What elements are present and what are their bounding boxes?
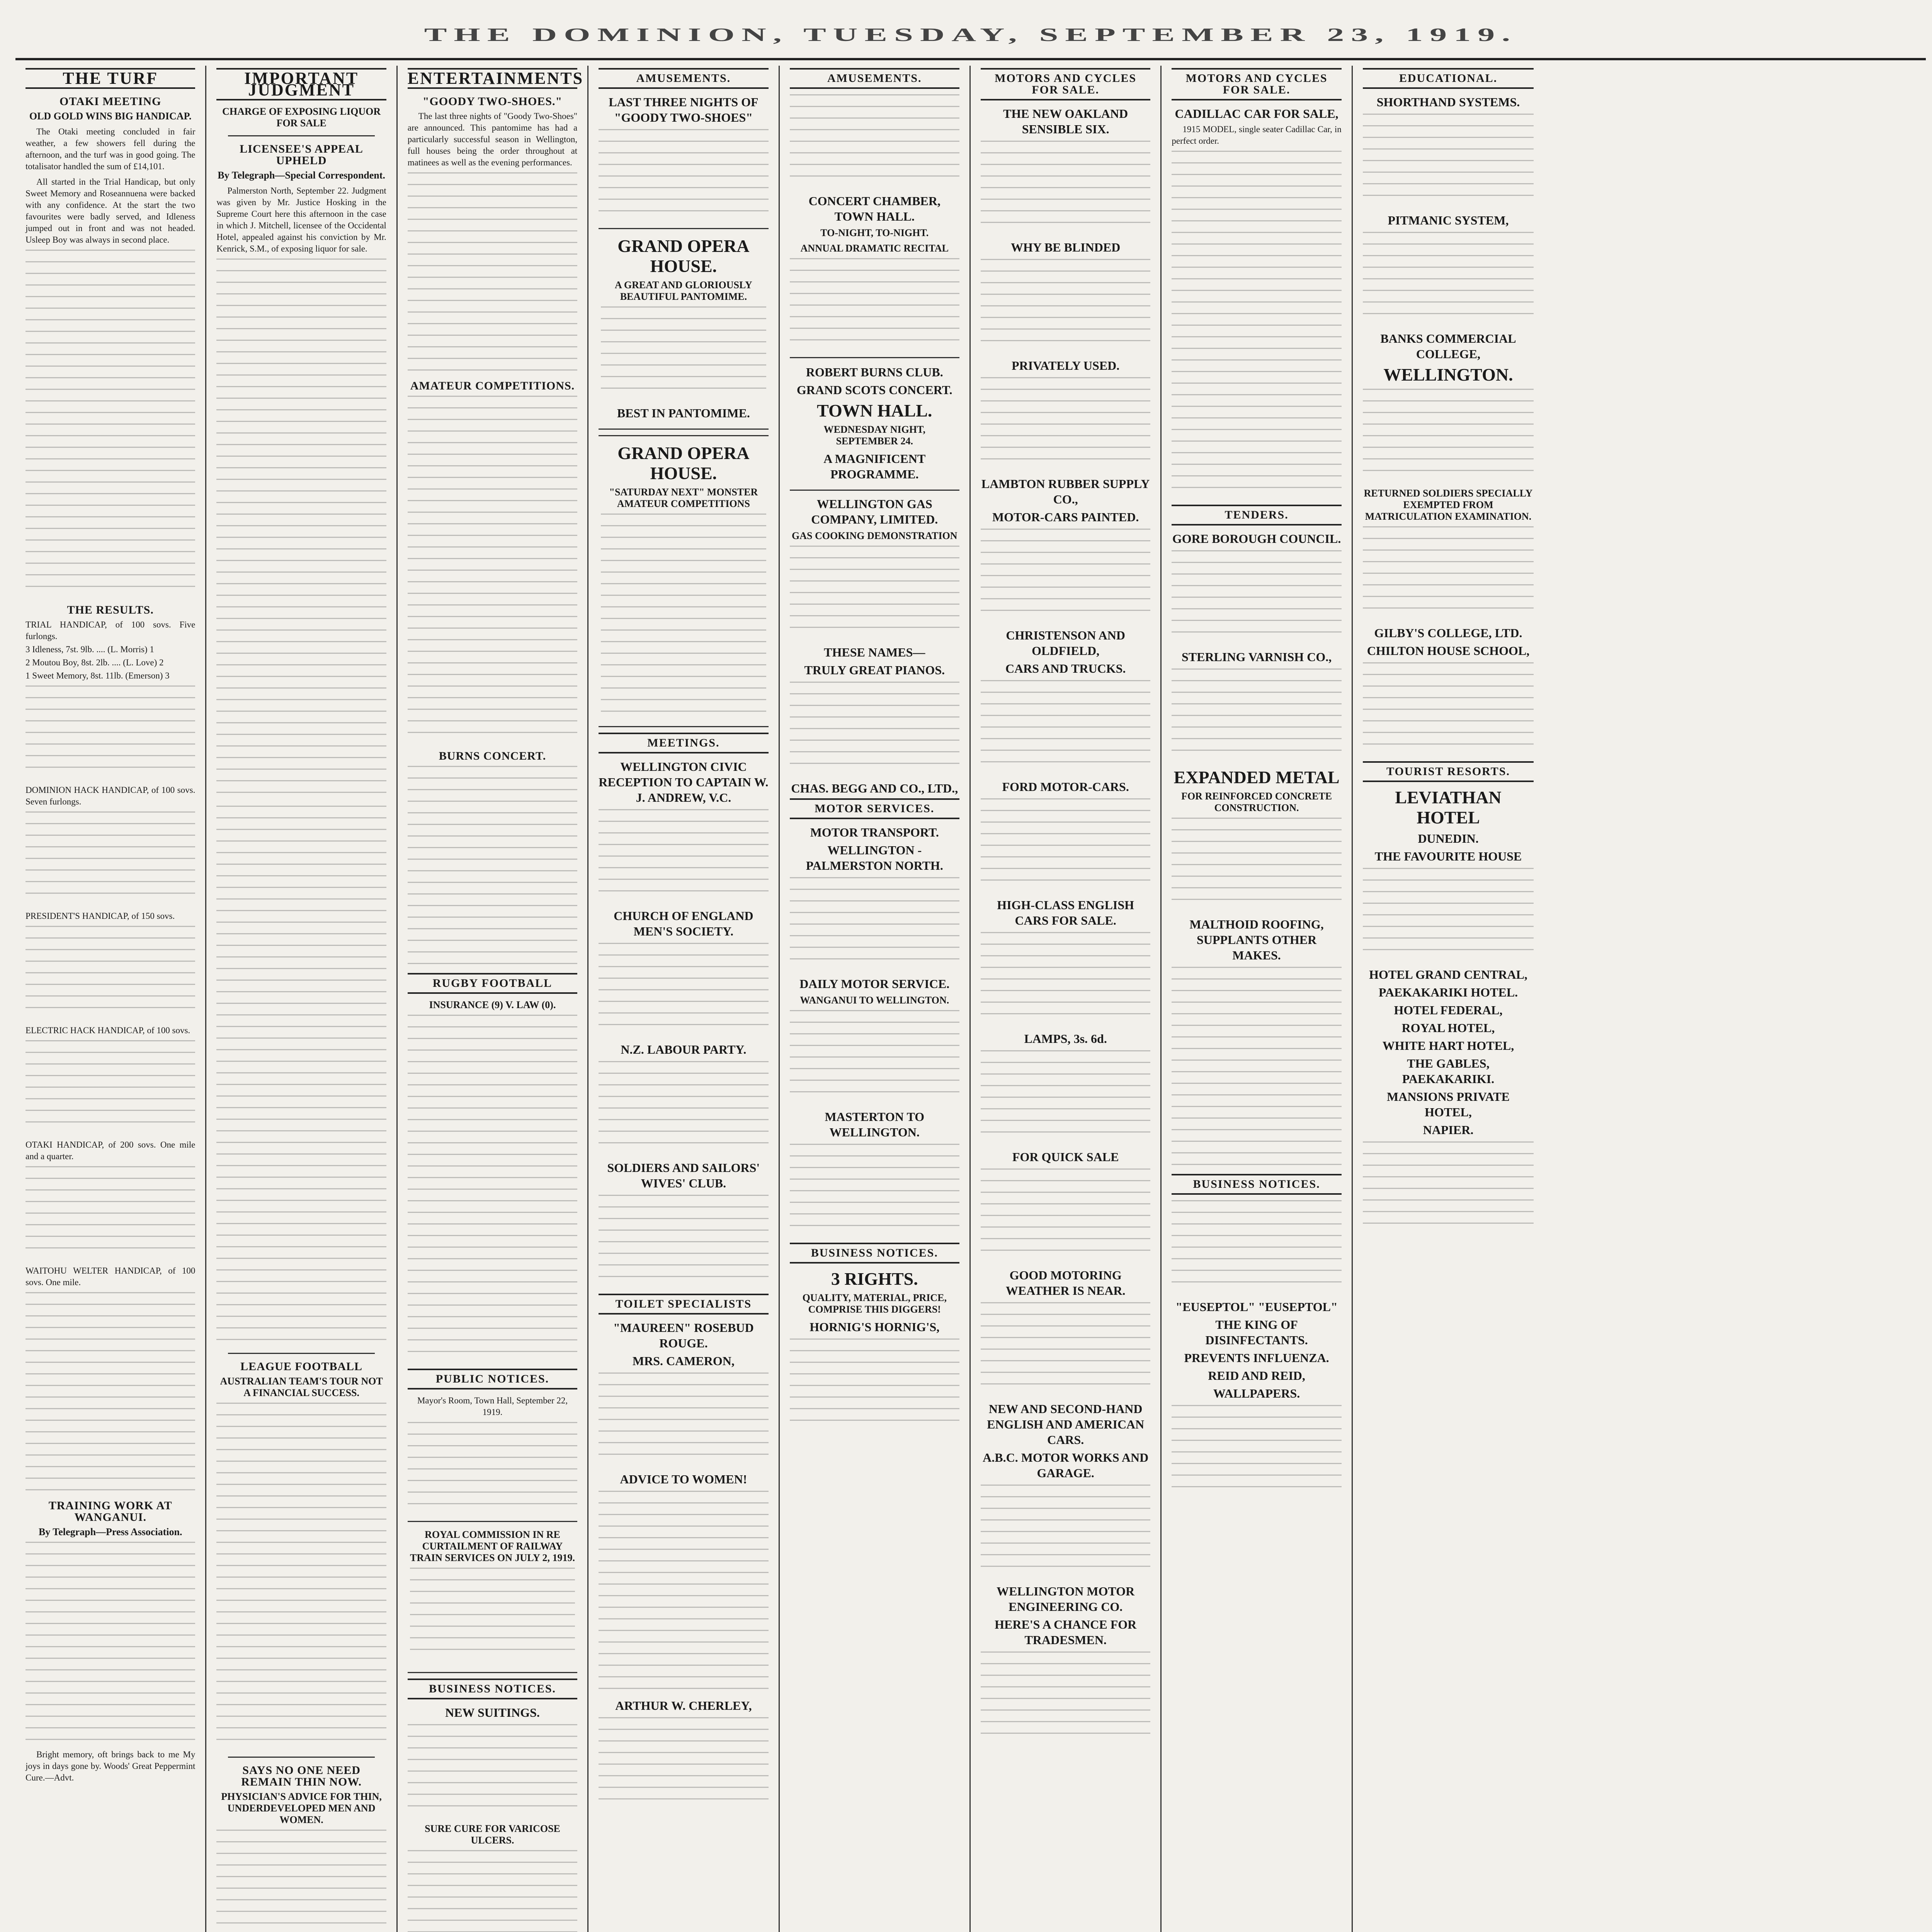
advertisement-title: WELLINGTON GAS COMPANY, LIMITED. xyxy=(811,497,938,526)
advertisement-title: DUNEDIN. xyxy=(1418,832,1479,845)
advertisement-title: MRS. CAMERON, xyxy=(632,1354,735,1368)
advertisement-title: DAILY MOTOR SERVICE. xyxy=(799,977,950,991)
article-subheading: AUSTRALIAN TEAM'S TOUR NOT A FINANCIAL SUCCESS. xyxy=(220,1376,383,1398)
column-motors-2 xyxy=(1162,66,1352,1932)
race-title: TRIAL HANDICAP, of 100 sovs. Five furlongs. xyxy=(26,620,196,641)
section-header: RUGBY FOOTBALL xyxy=(408,973,577,994)
results-heading: THE RESULTS. xyxy=(67,604,154,616)
text-block xyxy=(408,766,577,967)
text-block xyxy=(981,259,1150,352)
advertisement-title: LAMPS, 3s. 6d. xyxy=(1024,1032,1107,1046)
advertisement-title: LEVIATHAN HOTEL xyxy=(1395,787,1502,827)
text-block xyxy=(599,943,768,1036)
text-block xyxy=(216,1830,386,1932)
section-header: IMPORTANT JUDGMENT xyxy=(216,68,386,100)
section-header: AMUSEMENTS. xyxy=(790,68,959,89)
section-header: EDUCATIONAL. xyxy=(1363,68,1534,89)
text-block xyxy=(1363,1141,1534,1234)
article-paragraph: The Otaki meeting concluded in fair weather, a few showers fell during the afternoon, and the turf was in good going. The totalisator handled the sum of £14,101. xyxy=(26,127,196,171)
text-block xyxy=(26,926,195,1019)
column-judgment xyxy=(206,66,397,1932)
advertisement-title: SOLDIERS AND SAILORS' WIVES' CLUB. xyxy=(607,1161,760,1190)
advertisement-subtitle: A GREAT AND GLORIOUSLY BEAUTIFUL PANTOMIME. xyxy=(615,279,752,302)
advertisement-title: PITMANIC SYSTEM, xyxy=(1388,213,1509,227)
section-header: TOURIST RESORTS. xyxy=(1363,761,1534,782)
column-motors-1 xyxy=(971,66,1162,1932)
article-subheading: OLD GOLD WINS BIG HANDICAP. xyxy=(29,111,192,122)
advertisement-title: CHILTON HOUSE SCHOOL, xyxy=(1367,644,1530,658)
advertisement xyxy=(599,228,768,430)
text-block xyxy=(216,259,386,799)
section-header: AMUSEMENTS. xyxy=(599,68,768,89)
advertisement-text: 1915 MODEL, single seater Cadillac Car, in perfect order. xyxy=(1172,124,1342,146)
text-block xyxy=(26,685,195,778)
text-block xyxy=(1363,232,1534,325)
section-header: THE TURF xyxy=(26,68,195,89)
advertisement-title: CHURCH OF ENGLAND MEN'S SOCIETY. xyxy=(614,909,753,938)
advertisement-title: STERLING VARNISH CO., xyxy=(1181,650,1332,664)
text-block xyxy=(599,129,768,222)
article-heading: OTAKI MEETING xyxy=(60,95,162,108)
text-block xyxy=(408,172,577,373)
advertisement-title: PRIVATELY USED. xyxy=(1012,359,1120,372)
advertisement-subtitle: TO-NIGHT, TO-NIGHT. xyxy=(820,227,929,238)
text-block xyxy=(216,806,386,1347)
advertisement-title: MALTHOID ROOFING, SUPPLANTS OTHER MAKES. xyxy=(1189,917,1324,962)
advertisement-subtitle: ANNUAL DRAMATIC RECITAL xyxy=(800,243,949,254)
advertisement-title: LAMBTON RUBBER SUPPLY CO., xyxy=(981,477,1150,506)
section-header: MEETINGS. xyxy=(599,733,768,753)
advertisement-title: WELLINGTON MOTOR ENGINEERING CO. xyxy=(997,1584,1135,1614)
advertisement-title: HIGH-CLASS ENGLISH CARS FOR SALE. xyxy=(997,898,1134,927)
race-title: OTAKI HANDICAP, of 200 sovs. One mile and a quarter. xyxy=(26,1140,196,1161)
text-block xyxy=(790,1144,959,1236)
text-block xyxy=(790,682,959,774)
text-block xyxy=(601,514,766,714)
advertisement-title: WHITE HART HOTEL, xyxy=(1382,1039,1514,1053)
advertisement-title: HOTEL FEDERAL, xyxy=(1394,1003,1503,1017)
advertisement-title: ARTHUR W. CHERLEY, xyxy=(615,1699,752,1713)
advertisement-title: FORD MOTOR-CARS. xyxy=(1002,780,1129,794)
text-block xyxy=(599,1491,768,1692)
advertisement-title: THE KING OF DISINFECTANTS. xyxy=(1205,1318,1308,1347)
text-block xyxy=(790,877,959,970)
text-block xyxy=(981,1302,1150,1395)
advertisement-title: NAPIER. xyxy=(1423,1123,1474,1137)
advertisement-title: CONCERT CHAMBER, TOWN HALL. xyxy=(808,194,940,223)
text-block xyxy=(1172,818,1341,910)
text-block xyxy=(1172,550,1341,643)
race-result: 1 Sweet Memory, 8st. 11lb. (Emerson) 3 xyxy=(26,671,170,680)
advertisement-title: SHORTHAND SYSTEMS. xyxy=(1376,95,1520,109)
text-block xyxy=(599,1372,768,1465)
text-block xyxy=(1363,526,1534,619)
section-header: TOILET SPECIALISTS xyxy=(599,1294,768,1315)
race-title: WAITOHU WELTER HANDICAP, of 100 sovs. One mile. xyxy=(26,1266,196,1287)
advertisement-title: WHY BE BLINDED xyxy=(1011,240,1121,254)
advertisement-title: THE FAVOURITE HOUSE xyxy=(1374,849,1522,863)
article-heading: BURNS CONCERT. xyxy=(439,750,546,762)
text-block xyxy=(981,377,1150,470)
text-block xyxy=(790,1338,959,1431)
section-header: MOTOR SERVICES. xyxy=(790,798,959,819)
text-block xyxy=(26,811,195,904)
advertisement-title: WELLINGTON. xyxy=(1383,365,1513,384)
column-entertainments xyxy=(398,66,588,1932)
text-block xyxy=(981,932,1150,1025)
section-header: BUSINESS NOTICES. xyxy=(1172,1174,1341,1195)
text-block xyxy=(26,250,195,597)
race-title: DOMINION HACK HANDICAP, of 100 sovs. Seven furlongs. xyxy=(26,785,196,806)
race-title: PRESIDENT'S HANDICAP, of 150 sovs. xyxy=(26,911,175,921)
advertisement xyxy=(599,435,768,727)
text-block xyxy=(26,1166,195,1259)
race-result: 3 Idleness, 7st. 9lb. .... (L. Morris) 1 xyxy=(26,645,154,654)
article-heading: AMATEUR COMPETITIONS. xyxy=(410,379,575,392)
text-block xyxy=(408,1850,577,1932)
advertisement-title: ROYAL HOTEL, xyxy=(1401,1021,1495,1035)
advertisement-title: PREVENTS INFLUENZA. xyxy=(1184,1351,1329,1365)
advertisement-title: EXPANDED METAL xyxy=(1173,767,1340,787)
masthead xyxy=(15,12,1926,60)
text-block xyxy=(26,1542,195,1743)
advertisement-title: WALLPAPERS. xyxy=(1213,1386,1300,1400)
advertisement-title: GRAND OPERA HOUSE. xyxy=(617,443,750,483)
advertisement-title: HORNIG'S HORNIG'S, xyxy=(810,1320,940,1334)
advertisement-title: WELLINGTON - PALMERSTON NORTH. xyxy=(806,843,943,872)
advertisement-subtitle: RETURNED SOLDIERS SPECIALLY EXEMPTED FROM MATRICULATION EXAMINATION. xyxy=(1364,488,1533,522)
column-amusements-2 xyxy=(780,66,971,1932)
advertisement-title: MANSIONS PRIVATE HOTEL, xyxy=(1387,1090,1510,1119)
text-block xyxy=(1172,151,1341,498)
text-block xyxy=(26,1292,195,1493)
advertisement-title: TOWN HALL. xyxy=(817,401,932,420)
column-educational xyxy=(1353,66,1544,1932)
text-block xyxy=(981,141,1150,233)
advertisement-title: GOOD MOTORING WEATHER IS NEAR. xyxy=(1005,1268,1126,1298)
text-block xyxy=(216,1403,386,1750)
section-header: BUSINESS NOTICES. xyxy=(790,1243,959,1264)
column-turf xyxy=(15,66,206,1932)
race-result: 2 Moutou Boy, 8st. 2lb. .... (L. Love) 2 xyxy=(26,658,164,667)
text-block xyxy=(1363,389,1534,481)
advertisement-subtitle: FOR REINFORCED CONCRETE CONSTRUCTION. xyxy=(1181,791,1332,813)
advertisement-title: A MAGNIFICENT PROGRAMME. xyxy=(823,452,926,481)
text-block xyxy=(981,529,1150,621)
article-heading: LEAGUE FOOTBALL xyxy=(240,1360,363,1373)
advertisement-text: Bright memory, oft brings back to me My joys in days gone by. Woods' Great Peppermint Cure.—Advt. xyxy=(26,1750,196,1782)
advertisement-title: "MAUREEN" ROSEBUD ROUGE. xyxy=(613,1321,754,1350)
advertisement-title: BEST IN PANTOMIME. xyxy=(617,406,750,420)
advertisement-title: MASTERTON TO WELLINGTON. xyxy=(825,1110,925,1139)
text-block xyxy=(1172,668,1341,761)
text-block xyxy=(408,1422,577,1515)
column-amusements-1 xyxy=(588,66,779,1932)
advertisement-title: 3 RIGHTS. xyxy=(831,1269,918,1289)
text-block xyxy=(599,809,768,902)
advertisement xyxy=(790,357,959,491)
text-block xyxy=(1363,662,1534,755)
advertisement-title: FOR QUICK SALE xyxy=(1012,1150,1119,1164)
advertisement-subtitle: GAS COOKING DEMONSTRATION xyxy=(792,530,957,541)
article-subheading: INSURANCE (9) V. LAW (0). xyxy=(429,999,556,1010)
text-block xyxy=(1172,1405,1341,1498)
text-block xyxy=(1363,868,1534,961)
text-block xyxy=(408,1015,577,1362)
advertisement-title: THESE NAMES— xyxy=(824,645,925,659)
notice-box xyxy=(408,1521,577,1673)
text-block xyxy=(26,1040,195,1133)
advertisement-title: A.B.C. MOTOR WORKS AND GARAGE. xyxy=(983,1451,1149,1480)
advertisement-subtitle: WANGANUI TO WELLINGTON. xyxy=(800,995,949,1006)
text-block xyxy=(981,1168,1150,1261)
article-heading: TRAINING WORK AT WANGANUI. xyxy=(48,1499,172,1524)
text-block xyxy=(408,1724,577,1817)
advertisement-title: WELLINGTON CIVIC RECEPTION TO CAPTAIN W. J. ANDREW, V.C. xyxy=(599,760,769,804)
advertisement-title: MOTOR-CARS PAINTED. xyxy=(992,510,1139,524)
advertisement-title: MOTOR TRANSPORT. xyxy=(810,825,939,839)
section-header: TENDERS. xyxy=(1172,505,1341,526)
article-heading: SAYS NO ONE NEED REMAIN THIN NOW. xyxy=(241,1764,362,1788)
text-block xyxy=(599,1717,768,1810)
race-title: ELECTRIC HACK HANDICAP, of 100 sovs. xyxy=(26,1026,190,1035)
text-block xyxy=(981,1485,1150,1577)
columns xyxy=(15,66,1926,1932)
article-heading: "GOODY TWO-SHOES." xyxy=(422,95,563,108)
advertisement-title: N.Z. LABOUR PARTY. xyxy=(621,1043,747,1056)
text-block xyxy=(1172,1200,1341,1293)
advertisement-title: THE NEW OAKLAND SENSIBLE SIX. xyxy=(1003,107,1128,136)
text-block xyxy=(790,1010,959,1103)
notice-dateline: Mayor's Room, Town Hall, September 22, 1919. xyxy=(417,1396,568,1417)
article-subheading: PHYSICIAN'S ADVICE FOR THIN, UNDERDEVELOPED MEN AND WOMEN. xyxy=(221,1791,382,1825)
section-header: BUSINESS NOTICES. xyxy=(408,1679,577,1699)
advertisement-title: NEW AND SECOND-HAND ENGLISH AND AMERICAN CARS. xyxy=(987,1402,1145,1447)
text-block xyxy=(981,1651,1150,1744)
text-block xyxy=(790,94,959,187)
advertisement-title: BANKS COMMERCIAL COLLEGE, xyxy=(1380,332,1516,361)
advertisement-title: ADVICE TO WOMEN! xyxy=(620,1472,747,1486)
article-paragraph: Palmerston North, September 22. Judgment was given by Mr. Justice Hosking in the Supreme Court here this afternoon in the case in which J. Mitchell, licensee of the Occidental Hotel, appealed against his conviction by Mr. Kenrick, S.M., of exposing liquor for sale. xyxy=(216,186,386,253)
text-block xyxy=(981,798,1150,891)
article-subheading: CHARGE OF EXPOSING LIQUOR FOR SALE xyxy=(222,106,381,129)
advertisement-title: NEW SUITINGS. xyxy=(445,1706,540,1719)
advertisement-subtitle: "SATURDAY NEXT" MONSTER AMATEUR COMPETITIONS xyxy=(609,486,758,509)
text-block xyxy=(790,258,959,351)
advertisement-subtitle: QUALITY, MATERIAL, PRICE, COMPRISE THIS DIGGERS! xyxy=(802,1292,947,1315)
section-header: ENTERTAINMENTS xyxy=(408,68,577,89)
article-paragraph: The last three nights of "Goody Two-Shoes" are announced. This pantomime has had a particularly successful season in Wellington, full houses being the order throughout at matinees as well as the evening performances. xyxy=(407,111,578,167)
divider xyxy=(228,1757,374,1758)
divider xyxy=(228,135,374,136)
advertisement-title: PAEKAKARIKI HOTEL. xyxy=(1378,985,1518,999)
advertisement-title: CHRISTENSON AND OLDFIELD, xyxy=(1006,628,1125,658)
advertisement-subtitle: WEDNESDAY NIGHT, SEPTEMBER 24. xyxy=(823,424,925,447)
article-paragraph: All started in the Trial Handicap, but only Sweet Memory and Roseannuena were backed with any confidence. At the start the two favourites were badly served, and Idleness jumped out in front and was not headed. Usleep Boy was always in second place. xyxy=(26,177,196,245)
section-header: PUBLIC NOTICES. xyxy=(408,1369,577,1389)
text-block xyxy=(981,680,1150,773)
advertisement-title: GRAND OPERA HOUSE. xyxy=(617,236,750,276)
text-block xyxy=(601,306,766,399)
advertisement-title: HERE'S A CHANCE FOR TRADESMEN. xyxy=(995,1617,1137,1647)
byline: By Telegraph—Press Association. xyxy=(38,1526,182,1537)
advertisement-title: CADILLAC CAR FOR SALE, xyxy=(1175,107,1338,121)
divider xyxy=(228,1353,374,1354)
text-block xyxy=(599,1061,768,1154)
advertisement-title: REID AND REID, xyxy=(1208,1369,1305,1383)
advertisement-title: ROBERT BURNS CLUB. xyxy=(806,365,943,379)
text-block xyxy=(410,1568,575,1660)
masthead-title: THE DOMINION, TUESDAY, SEPTEMBER 23, 1919. xyxy=(424,24,1517,45)
article-heading: LICENSEE'S APPEAL UPHELD xyxy=(240,143,363,167)
advertisement-title: GORE BOROUGH COUNCIL. xyxy=(1172,532,1341,546)
advertisement-title: "EUSEPTOL" "EUSEPTOL" xyxy=(1175,1300,1338,1314)
advertisement-title: TRULY GREAT PIANOS. xyxy=(804,663,945,677)
advertisement-title: HOTEL GRAND CENTRAL, xyxy=(1369,968,1527,981)
section-header: MOTORS AND CYCLES FOR SALE. xyxy=(981,68,1150,100)
text-block xyxy=(599,1195,768,1287)
text-block xyxy=(981,1050,1150,1143)
text-block xyxy=(1172,967,1341,1168)
advertisement-title: THE GABLES, PAEKAKARIKI. xyxy=(1402,1056,1495,1086)
advertisement-title: CARS AND TRUCKS. xyxy=(1005,662,1126,675)
advertisement-title: GRAND SCOTS CONCERT. xyxy=(796,383,952,397)
advertisement-title: LAST THREE NIGHTS OF "GOODY TWO-SHOES" xyxy=(609,95,759,124)
section-header: MOTORS AND CYCLES FOR SALE. xyxy=(1172,68,1341,100)
text-block xyxy=(408,396,577,743)
byline: By Telegraph—Special Correspondent. xyxy=(218,170,385,181)
advertisement-title: GILBY'S COLLEGE, LTD. xyxy=(1374,626,1522,640)
advertisement-title: CHAS. BEGG AND CO., LTD., xyxy=(791,781,958,795)
notice-title: ROYAL COMMISSION IN RE CURTAILMENT OF RAILWAY TRAIN SERVICES ON JULY 2, 1919. xyxy=(410,1529,575,1563)
text-block xyxy=(1363,114,1534,206)
text-block xyxy=(790,546,959,638)
advertisement-title: SURE CURE FOR VARICOSE ULCERS. xyxy=(425,1823,560,1846)
